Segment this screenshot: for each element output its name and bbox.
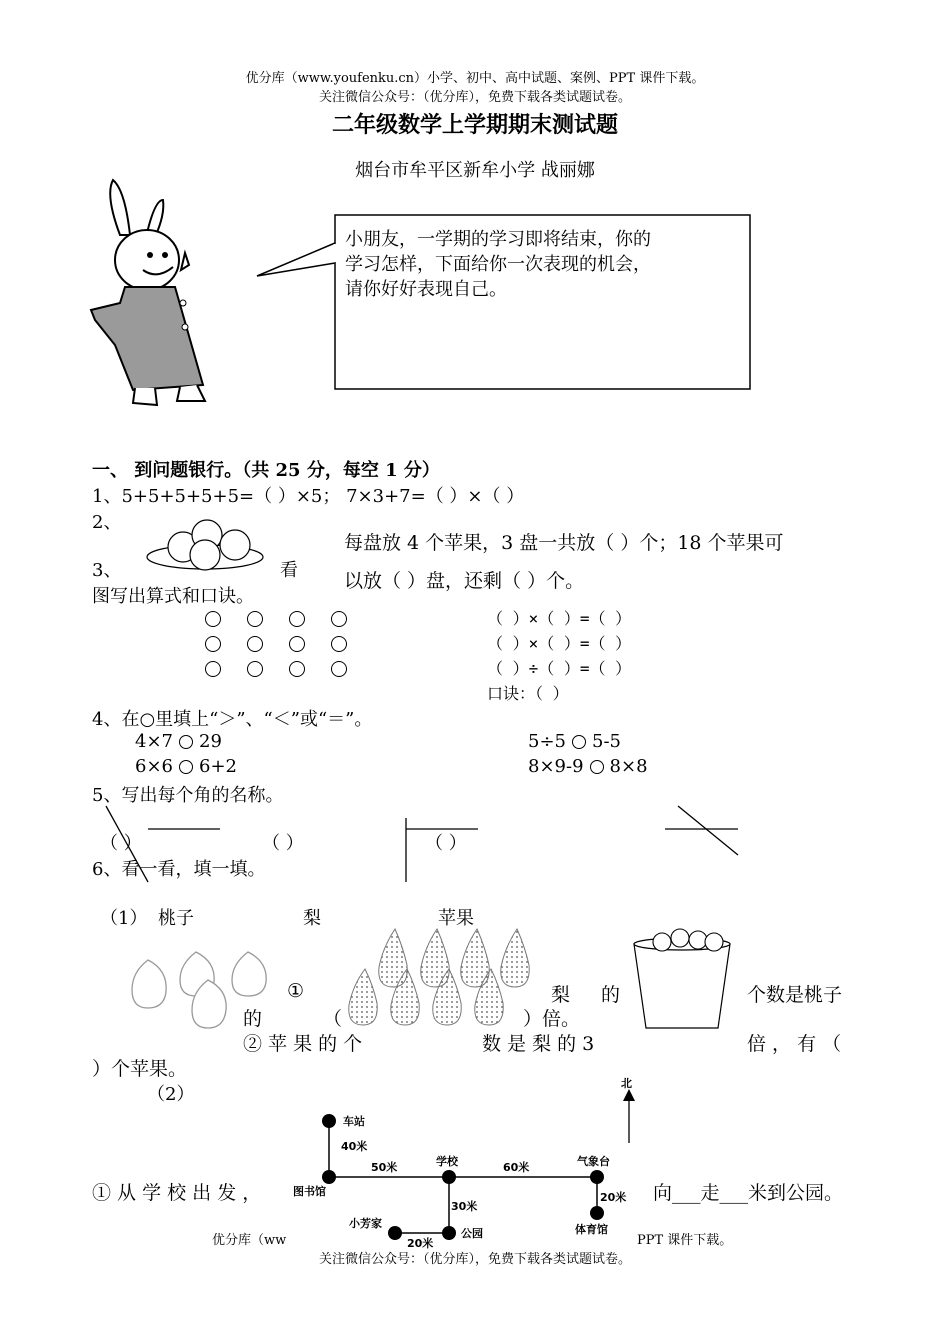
school-label: 学校	[436, 1155, 458, 1168]
question-1: 1、5+5+5+5+5=（ ）×5； 7×3+7=（ ）×（ ）	[92, 486, 525, 507]
compare-2-left: 6×6	[135, 756, 173, 777]
question-6-text: 6、看一看，填一填。	[92, 859, 266, 880]
author-line: 烟台市牟平区新牟小学 战丽娜	[355, 160, 595, 181]
fill-2-start: ② 苹 果 的 个	[243, 1033, 363, 1055]
section-heading: 一、 到问题银行。（共 25 分，每空 1 分）	[92, 460, 440, 481]
fill-2-middle: 数 是 梨 的 3	[482, 1033, 595, 1055]
part-2-label: （2）	[147, 1084, 195, 1105]
park-node	[442, 1226, 456, 1240]
fill-1-marker: ①	[287, 980, 305, 1002]
question-2-number: 2、	[92, 512, 122, 533]
angle-answer-1[interactable]: （ ）	[100, 833, 142, 854]
question-3-number: 3、	[92, 560, 122, 581]
north-label: 北	[621, 1077, 632, 1090]
compare-4-left: 8×9-9	[528, 756, 584, 777]
library-label: 图书馆	[293, 1185, 326, 1198]
distance-20-east: 20米	[600, 1191, 627, 1204]
fill-3-end: 向___走___米到公园。	[653, 1182, 844, 1204]
fill-2-end: 倍 ， 有 （	[747, 1033, 842, 1055]
compare-4-right: 8×8	[609, 756, 648, 777]
label-apple: 苹果	[438, 908, 474, 929]
speech-line-2: 学习怎样，下面给你一次表现的机会，	[345, 254, 651, 275]
label-pear: 梨	[303, 908, 321, 929]
compare-circle[interactable]	[179, 760, 193, 774]
school-node	[442, 1170, 456, 1184]
question-4-text: 4、在○里填上“＞”、“＜”或“＝”。	[92, 709, 373, 730]
home-label: 小芳家	[349, 1217, 382, 1230]
question-3-text: 图写出算式和口诀。	[92, 586, 254, 607]
compare-1-right: 29	[199, 731, 222, 752]
fill-1-de: 的	[601, 984, 621, 1006]
gym-label: 体育馆	[575, 1223, 608, 1236]
circle-row-2	[205, 633, 373, 652]
gym-node	[590, 1206, 604, 1220]
compare-3-left: 5÷5	[528, 731, 566, 752]
compare-4	[528, 756, 648, 777]
route-map	[285, 1075, 645, 1250]
fill-2-tail: ）个苹果。	[92, 1058, 188, 1080]
compare-2	[135, 756, 237, 777]
equation-3: （ ）÷（ ）=（ ）	[487, 659, 632, 678]
distance-40: 40米	[341, 1140, 368, 1153]
header-line-2: 关注微信公众号：（优分库），免费下载各类试题试卷。	[318, 90, 631, 105]
circle-row-1	[205, 608, 373, 627]
part-1-label: （1）	[100, 908, 148, 929]
compare-2-right: 6+2	[199, 756, 237, 777]
equation-1: （ ）×（ ）=（ ）	[487, 609, 632, 628]
koujue-line: 口诀：（ ）	[487, 684, 569, 703]
circle-row-3	[205, 658, 373, 677]
library-node	[322, 1170, 336, 1184]
rabbit-illustration	[85, 175, 220, 410]
fill-1-times: ）倍。	[523, 1008, 581, 1030]
fill-1-pear: 梨	[551, 984, 571, 1006]
home-node	[388, 1226, 402, 1240]
fill-1-blank-open[interactable]: （	[323, 1008, 343, 1030]
compare-circle[interactable]	[572, 735, 586, 749]
footer-line-2: 关注微信公众号：（优分库），免费下载各类试题试卷。	[318, 1252, 631, 1267]
speech-line-3: 请你好好表现自己。	[345, 279, 507, 300]
weather-label: 气象台	[577, 1155, 610, 1168]
speech-line-1: 小朋友，一学期的学习即将结束，你的	[345, 229, 651, 250]
fill-1-de-2: 的	[243, 1008, 263, 1030]
compare-circle[interactable]	[590, 760, 604, 774]
distance-20-south: 20米	[407, 1237, 434, 1250]
footer-line-1-left: 优分库（ww	[212, 1233, 287, 1248]
park-label: 公园	[461, 1227, 483, 1240]
distance-50: 50米	[371, 1161, 398, 1174]
question-2-text-1: 每盘放 4 个苹果，3 盘一共放（ ）个；18 个苹果可	[344, 532, 784, 554]
apple-plate-image	[145, 515, 267, 577]
pears-image	[345, 925, 545, 1033]
question-3-look: 看	[280, 560, 298, 581]
station-node	[322, 1114, 336, 1128]
compare-3	[528, 731, 621, 752]
station-label: 车站	[343, 1115, 365, 1128]
weather-node	[590, 1170, 604, 1184]
header-line-1: 优分库（www.youfenku.cn）小学、初中、高中试题、案例、PPT 课件下载。	[245, 71, 705, 86]
compare-circle[interactable]	[179, 735, 193, 749]
label-peach: 桃子	[158, 908, 194, 929]
compare-1-left: 4×7	[135, 731, 173, 752]
page-title: 二年级数学上学期期末测试题	[331, 112, 618, 138]
angle-answer-2[interactable]: （ ）	[262, 833, 304, 854]
question-5-text: 5、写出每个角的名称。	[92, 785, 284, 806]
equation-2: （ ）×（ ）=（ ）	[487, 634, 632, 653]
compare-1	[135, 731, 222, 752]
angle-answer-3[interactable]: （ ）	[425, 833, 467, 854]
footer-line-1-right: PPT 课件下载。	[637, 1233, 733, 1248]
fill-3-start: ① 从 学 校 出 发 ，	[92, 1182, 262, 1204]
distance-30: 30米	[451, 1200, 478, 1213]
distance-60: 60米	[503, 1161, 530, 1174]
apple-basket-image	[630, 928, 735, 1030]
question-2-text-2: 以放（ ）盘，还剩（ ）个。	[344, 570, 585, 592]
compare-3-right: 5-5	[592, 731, 621, 752]
fill-1-count: 个数是桃子	[747, 984, 843, 1006]
